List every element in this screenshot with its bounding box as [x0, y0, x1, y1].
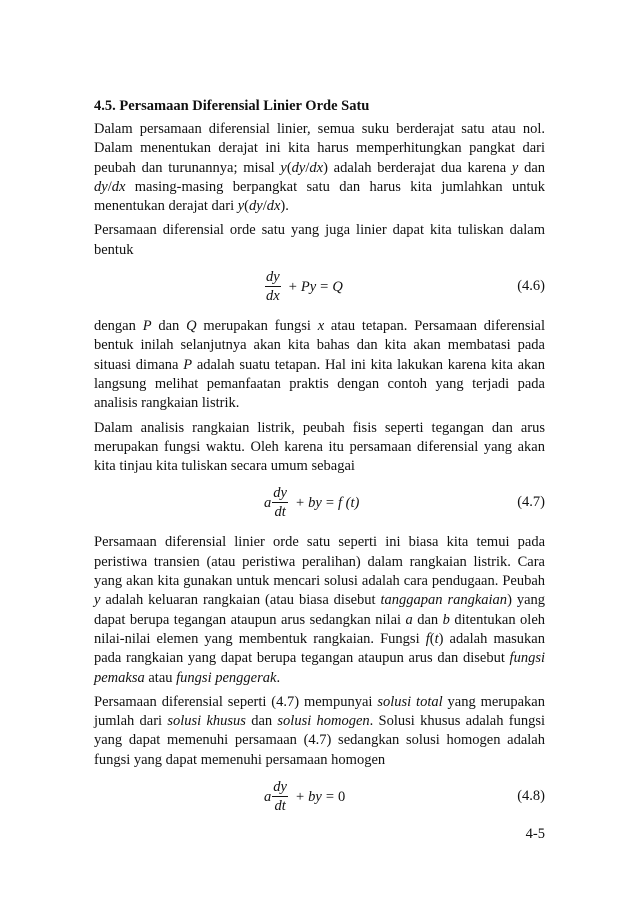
text-run: (: [429, 630, 435, 647]
term-by: by: [308, 494, 322, 511]
text-run: yang merupakan jumlah dari: [94, 693, 545, 730]
equals-operator: =: [320, 278, 329, 295]
text-run: masing-masing berpangkat satu dan harus kita jumlahkan untuk menentukan derajat dari: [94, 178, 545, 215]
paragraph-4: Dalam analisis rangkaian listrik, peubah fisis seperti tegangan dan arus merupakan fungsi waktu. Oleh karena itu persamaan diferensial yang akan kita tinjau kita tuliskan secara umum sebagai: [94, 419, 545, 475]
text-run: adalah suatu tetapan. Hal ini kita lakukan karena kita akan langsung melihat pemanfaatan praktis dengan contoh yang terjadi pada analisis rangkaian listrik.: [94, 356, 545, 412]
italic-text-run: x: [317, 318, 325, 335]
equation-4-7: [94, 481, 545, 525]
text-run: /: [262, 198, 267, 215]
paragraph-3: [94, 317, 545, 413]
fraction-denominator: dx: [266, 288, 280, 305]
italic-text-run: dx: [266, 198, 281, 215]
italic-text-run: solusi homogen: [277, 713, 370, 730]
document-page: [94, 97, 545, 827]
plus-operator: +: [295, 494, 305, 511]
text-run: /: [305, 159, 310, 176]
derivative-fraction: [272, 779, 288, 815]
text-run: (: [244, 198, 250, 215]
coefficient-a: a: [264, 494, 272, 511]
rhs-zero: 0: [338, 788, 346, 805]
text-run: Persamaan diferensial seperti (4.7) mempunyai: [94, 693, 378, 710]
equation-4-8: [94, 775, 545, 819]
italic-text-run: Q: [186, 318, 197, 335]
italic-text-run: dy: [249, 198, 263, 215]
paragraph-1: [94, 120, 545, 216]
text-run: ) yang dapat berupa tegangan ataupun arus sedangkan nilai: [94, 592, 546, 628]
text-run: dengan: [94, 318, 143, 335]
equals-operator: =: [325, 494, 334, 511]
text-run: /: [107, 178, 112, 195]
derivative-fraction: [265, 269, 281, 305]
text-run: .: [276, 669, 281, 686]
italic-text-run: f: [425, 630, 430, 647]
italic-text-run: dy: [291, 159, 306, 176]
text-run: (: [286, 159, 292, 176]
italic-text-run: a: [405, 611, 413, 628]
variable-y: y: [309, 278, 317, 295]
italic-text-run: b: [442, 611, 450, 628]
italic-text-run: y: [94, 592, 101, 609]
text-run: merupakan fungsi: [196, 318, 318, 335]
equation-number-4-7: (4.7): [517, 494, 545, 511]
fraction-denominator: dt: [274, 504, 286, 521]
equation-4-7-formula: [264, 481, 359, 525]
rhs-q: Q: [332, 278, 343, 295]
section-title: 4.5. Persamaan Diferensial Linier Orde Satu: [94, 98, 370, 114]
page-number: 4-5: [525, 826, 545, 842]
text-run: dan: [151, 318, 187, 335]
italic-text-run: y: [511, 159, 519, 176]
text-run: ditentukan oleh nilai-nilai elemen yang membentuk rangkaian. Fungsi: [94, 611, 546, 647]
text-run: adalah keluaran rangkaian (atau biasa disebut: [100, 592, 381, 609]
italic-text-run: tanggapan rangkaian: [380, 592, 508, 609]
text-run: . Solusi khusus adalah fungsi yang dapat memenuhi persamaan (4.7) sedangkan solusi homogen adalah fungsi yang dapat memenuhi persamaan homogen: [94, 713, 545, 768]
coefficient-a: a: [264, 788, 272, 805]
italic-text-run: P: [142, 318, 152, 335]
italic-text-run: dx: [309, 159, 324, 176]
italic-text-run: dx: [111, 178, 126, 195]
paragraph-6: [94, 693, 545, 770]
plus-operator: +: [288, 278, 297, 295]
italic-text-run: y: [237, 198, 245, 215]
fraction-numerator: dy: [266, 269, 280, 286]
italic-text-run: dy: [94, 178, 108, 195]
text-run: ) adalah masukan pada rangkaian yang dapat berupa tegangan ataupun arus dan disebut: [94, 630, 545, 667]
equation-number-4-6: (4.6): [517, 278, 545, 295]
italic-text-run: P: [183, 356, 193, 373]
fraction-denominator: dt: [274, 798, 286, 815]
text-run: ) adalah berderajat dua karena: [323, 159, 512, 176]
paragraph-2: Persamaan diferensial orde satu yang juga linier dapat kita tuliskan dalam bentuk: [94, 222, 545, 258]
fraction-numerator: dy: [273, 779, 287, 796]
text-run: ).: [280, 198, 289, 215]
italic-text-run: solusi khusus: [167, 713, 246, 730]
plus-operator: +: [295, 788, 305, 805]
paragraph-5: [94, 533, 545, 687]
text-run: dan: [245, 713, 278, 730]
equation-number-4-8: (4.8): [517, 788, 545, 805]
term-by: by: [308, 788, 322, 805]
coefficient-p: P: [300, 278, 310, 295]
text-run: atau tetapan. Persamaan diferensial bentuk inilah selanjutnya akan kita bahas dan kita akan membatasi pada situasi dimana: [94, 318, 546, 373]
italic-text-run: fungsi penggerak: [176, 669, 277, 686]
italic-text-run: y: [280, 159, 287, 176]
text-run: dan: [518, 159, 546, 176]
equation-4-6: [94, 265, 545, 309]
text-run: atau: [144, 669, 177, 686]
equals-operator: =: [325, 788, 334, 805]
equation-4-6-formula: [264, 265, 343, 309]
text-run: Persamaan diferensial linier orde satu seperti ini biasa kita temui pada peristiwa transien (atau peristiwa peralihan) dalam rangkaian listrik. Cara yang akan kita gunakan untuk mencari solusi adalah cara pendugaan. Peubah: [94, 534, 545, 590]
fraction-numerator: dy: [273, 485, 287, 502]
italic-text-run: solusi total: [377, 693, 443, 710]
equation-4-8-formula: [264, 775, 345, 819]
derivative-fraction: [272, 485, 288, 521]
text-run: Dalam persamaan diferensial linier, semua suku berderajat satu atau nol. Dalam menentukan derajat ini kita harus memperhitungkan pangkat dari peubah dan turunannya; misal: [94, 121, 545, 176]
italic-text-run: fungsi pemaksa: [94, 650, 545, 686]
rhs-forcing-function: f (t): [338, 494, 360, 511]
text-run: dan: [412, 611, 443, 628]
italic-text-run: t: [434, 630, 439, 647]
